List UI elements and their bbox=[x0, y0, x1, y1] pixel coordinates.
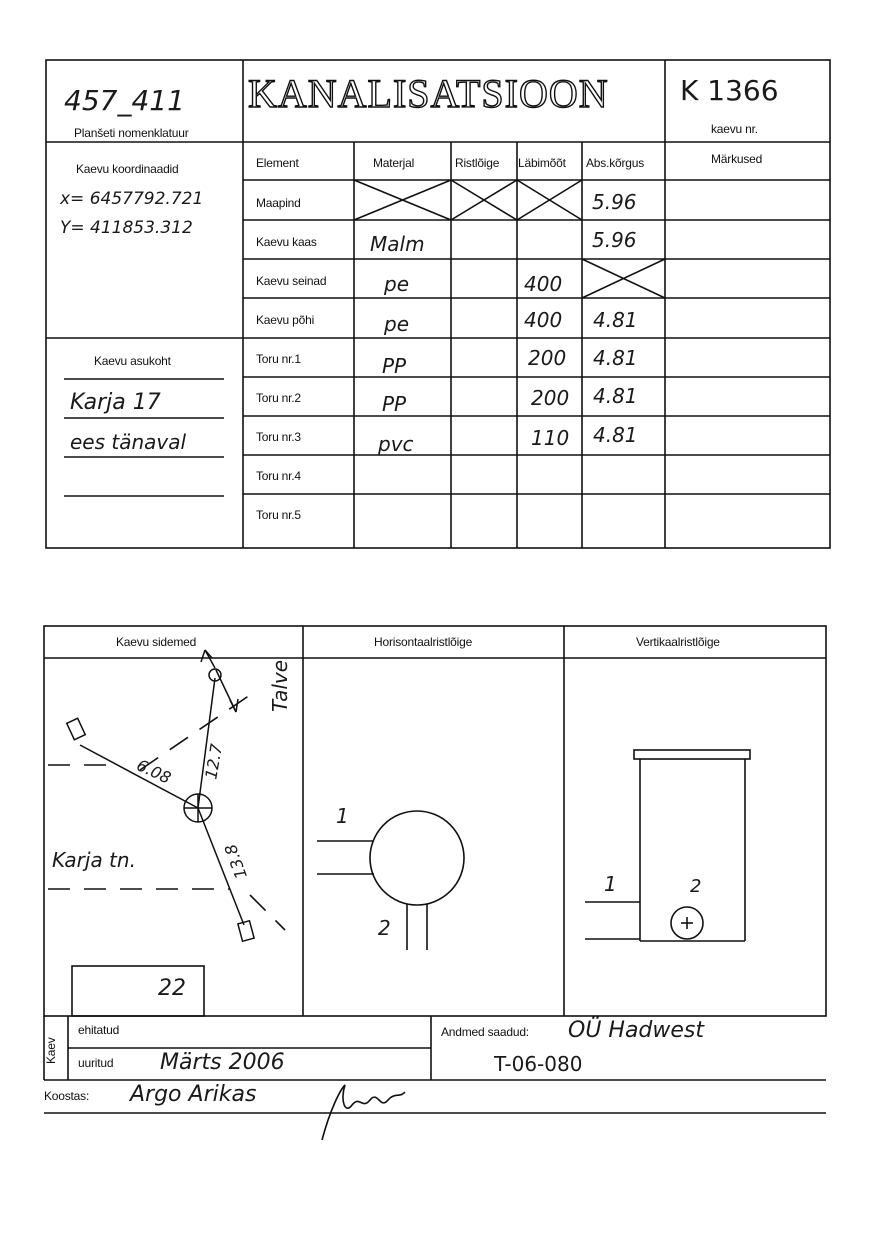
sheet-label: Planšeti nomenklatuur bbox=[74, 126, 189, 140]
coordinate-x: x= 6457792.721 bbox=[60, 189, 204, 209]
built-label: ehitatud bbox=[78, 1023, 120, 1037]
pipe-label-2: 2 bbox=[378, 916, 391, 940]
panel-title-vertical: Vertikaalristlõige bbox=[636, 635, 720, 649]
table-row-element: Kaevu seinad bbox=[256, 274, 327, 288]
table-cell-elevation: 4.81 bbox=[593, 384, 638, 408]
table-cell-elevation: 4.81 bbox=[593, 308, 638, 332]
table-cell-diameter: 110 bbox=[531, 426, 570, 450]
side-label: Talve bbox=[268, 659, 292, 712]
table-row-element: Kaevu põhi bbox=[256, 313, 315, 327]
compiled-value: Argo Arikas bbox=[130, 1082, 257, 1107]
table-row-element: Toru nr.5 bbox=[256, 508, 301, 522]
table-cell-material: PP bbox=[382, 354, 407, 378]
table-cell-diameter: 400 bbox=[524, 308, 563, 332]
table-row-element: Toru nr.3 bbox=[256, 430, 301, 444]
data-source-code: T-06-080 bbox=[494, 1052, 583, 1076]
well-number-label: kaevu nr. bbox=[711, 122, 758, 136]
col-header-elevation: Abs.kõrgus bbox=[586, 156, 645, 170]
col-header-material: Materjal bbox=[373, 156, 415, 170]
coordinate-y: Y= 411853.312 bbox=[60, 218, 193, 238]
table-cell-material: Malm bbox=[370, 232, 425, 256]
table-cell-material: pvc bbox=[378, 432, 414, 456]
location-line-2: ees tänaval bbox=[70, 430, 187, 454]
table-cell-elevation: 4.81 bbox=[593, 346, 638, 370]
coordinates-label: Kaevu koordinaadid bbox=[76, 162, 179, 176]
table-row-element: Kaevu kaas bbox=[256, 235, 317, 249]
box-value: 22 bbox=[158, 976, 186, 1001]
footer-side-label: Kaev bbox=[44, 1037, 58, 1064]
table-row-element: Toru nr.2 bbox=[256, 391, 301, 405]
vertical-pipe-label-2: 2 bbox=[690, 876, 702, 897]
panel-title-horizontal: Horisontaalristlõige bbox=[374, 635, 473, 649]
well-number: K 1366 bbox=[680, 74, 779, 107]
surveyed-label: uuritud bbox=[78, 1056, 114, 1070]
table-cell-material: PP bbox=[382, 392, 407, 416]
table-cell-material: pe bbox=[384, 312, 409, 336]
table-row-element: Toru nr.4 bbox=[256, 469, 301, 483]
table-cell-diameter: 200 bbox=[528, 346, 567, 370]
surveyed-value: Märts 2006 bbox=[160, 1050, 285, 1075]
col-header-element: Element bbox=[256, 156, 299, 170]
distance-label-a: 6.08 bbox=[133, 755, 174, 788]
distance-label-b: 12.7 bbox=[201, 742, 227, 781]
location-label: Kaevu asukoht bbox=[94, 354, 171, 368]
compiled-label: Koostas: bbox=[44, 1089, 90, 1103]
table-cell-elevation: 5.96 bbox=[592, 190, 637, 214]
sheet-number: 457_411 bbox=[64, 84, 185, 117]
col-header-diameter: Läbimõõt bbox=[518, 156, 566, 170]
vertical-section-drawing bbox=[585, 750, 750, 941]
col-header-section: Ristlõige bbox=[455, 156, 500, 170]
col-header-notes: Märkused bbox=[711, 152, 763, 166]
table-cell-elevation: 4.81 bbox=[593, 423, 638, 447]
table-row-element: Toru nr.1 bbox=[256, 352, 301, 366]
page-title: KANALISATSIOON bbox=[248, 71, 609, 116]
data-source-value: OÜ Hadwest bbox=[568, 1018, 705, 1043]
table-row-element: Maapind bbox=[256, 196, 301, 210]
table-cell-material: pe bbox=[384, 272, 409, 296]
vertical-pipe-label-1: 1 bbox=[604, 872, 617, 896]
data-source-label: Andmed saadud: bbox=[441, 1025, 529, 1039]
well-connections-sketch bbox=[67, 650, 254, 941]
distance-label-c: 13.8 bbox=[220, 841, 251, 882]
table-cell-diameter: 200 bbox=[531, 386, 570, 410]
pipe-label-1: 1 bbox=[336, 804, 349, 828]
table-cell-elevation: 5.96 bbox=[592, 228, 637, 252]
table-cell-diameter: 400 bbox=[524, 272, 563, 296]
location-line-1: Karja 17 bbox=[70, 390, 161, 415]
panel-title-connections: Kaevu sidemed bbox=[116, 635, 197, 649]
street-label: Karja tn. bbox=[52, 848, 136, 872]
